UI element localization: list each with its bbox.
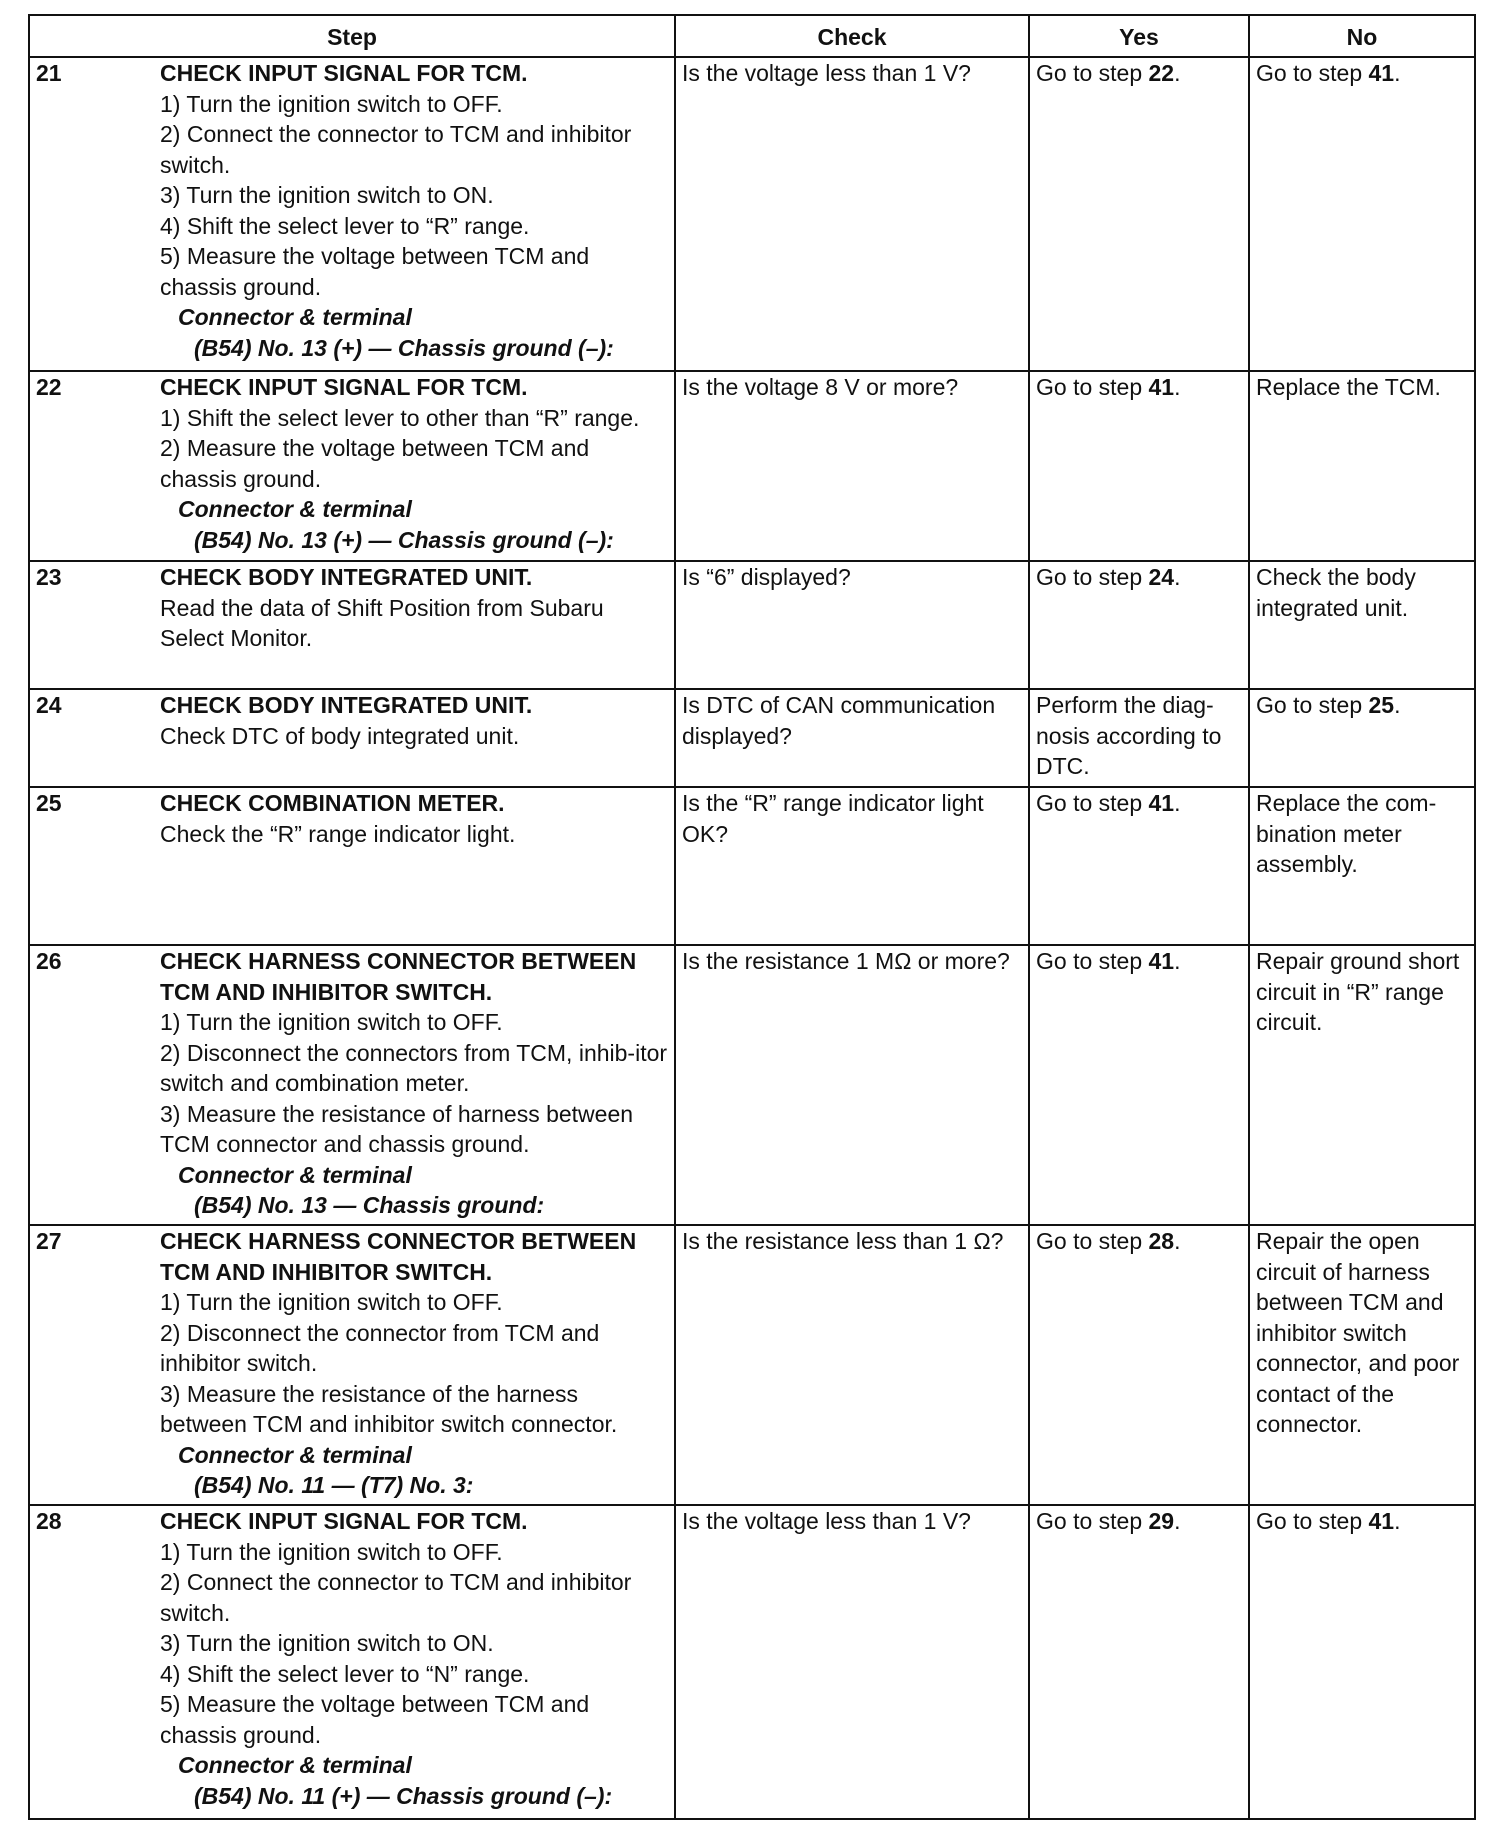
yes-text: Go to step [1036,374,1149,400]
step-cell [29,371,675,561]
check-cell: Is DTC of CAN communication displayed? [675,689,1029,787]
yes-after: . [1174,564,1181,590]
yes-text: Go to step [1036,564,1149,590]
no-text: Replace the com-bination meter assembly. [1256,790,1437,877]
step-title: CHECK HARNESS CONNECTOR BETWEEN TCM AND INHIBITOR SWITCH. [160,1228,637,1285]
header-row [29,15,1475,57]
connector-label: Connector & terminal [178,1161,412,1188]
step-body [160,58,668,363]
step-instruction: 2) Connect the connector to TCM and inhibitor switch. [160,121,632,178]
step-body [160,690,668,751]
step-instruction: 5) Measure the voltage between TCM and chassis ground. [160,1691,590,1748]
no-text: Repair the open circuit of harness between TCM and inhibitor switch connector, and poor contact of the connector. [1256,1228,1460,1437]
step-title: CHECK INPUT SIGNAL FOR TCM. [160,1508,528,1534]
step-instruction: 3) Turn the ignition switch to ON. [160,1630,494,1656]
no-cell [1249,689,1475,787]
yes-after: . [1174,60,1181,86]
step-number: 21 [36,60,62,86]
yes-after: . [1174,374,1181,400]
no-cell [1249,1505,1475,1819]
table-row [29,57,1475,371]
step-cell [29,689,675,787]
step-cell [29,57,675,371]
step-title: CHECK HARNESS CONNECTOR BETWEEN TCM AND INHIBITOR SWITCH. [160,948,637,1005]
yes-cell [1029,561,1249,689]
no-cell [1249,371,1475,561]
step-instruction: 1) Turn the ignition switch to OFF. [160,90,503,117]
step-cell [29,561,675,689]
yes-after: . [1174,948,1181,974]
step-instruction: 1) Turn the ignition switch to OFF. [160,1289,503,1315]
yes-after: . [1174,1508,1181,1534]
check-cell: Is the voltage 8 V or more? [675,371,1029,561]
header-no: No [1249,15,1475,57]
no-text: Check the body integrated unit. [1256,564,1416,621]
step-number: 27 [36,1228,62,1254]
step-instruction: 5) Measure the voltage between TCM and chassis ground. [160,243,590,300]
yes-step-number: 28 [1148,1228,1175,1254]
connector-terminal-value: (B54) No. 13 — Chassis ground: [194,1192,545,1218]
no-cell [1249,1225,1475,1505]
yes-cell [1029,371,1249,561]
step-number: 24 [36,692,62,718]
step-instruction: 2) Disconnect the connector from TCM and inhibitor switch. [160,1319,600,1376]
yes-text: Go to step [1036,1228,1149,1254]
step-instruction: 3) Measure the resistance of the harness between TCM and inhibitor switch connector. [160,1380,618,1437]
yes-after: . [1174,1228,1181,1254]
yes-text: Go to step [1036,790,1149,816]
no-step-number: 25 [1368,692,1395,718]
yes-step-number: 41 [1148,374,1175,400]
no-cell [1249,561,1475,689]
step-title: CHECK INPUT SIGNAL FOR TCM. [160,374,528,400]
step-instruction: 2) Measure the voltage between TCM and chassis ground. [160,435,590,492]
no-after: . [1394,60,1401,86]
check-cell: Is “6” displayed? [675,561,1029,689]
no-text: Replace the TCM. [1256,374,1441,400]
yes-cell [1029,1225,1249,1505]
no-cell [1249,57,1475,371]
no-text: Go to step [1256,60,1369,86]
table-row [29,945,1475,1225]
step-instruction: 4) Shift the select lever to “R” range. [160,212,530,239]
step-cell [29,1505,675,1819]
diagnostic-table [28,14,1476,1820]
no-step-number: 41 [1368,1508,1395,1534]
step-instruction: 1) Turn the ignition switch to OFF. [160,1538,503,1565]
table-row [29,689,1475,787]
yes-cell [1029,1505,1249,1819]
check-cell: Is the resistance 1 MΩ or more? [675,945,1029,1225]
table-row [29,1505,1475,1819]
step-instruction: 2) Disconnect the connectors from TCM, inhib-itor switch and combination meter. [160,1039,668,1096]
check-cell: Is the “R” range indicator light OK? [675,787,1029,945]
step-title: CHECK BODY INTEGRATED UNIT. [160,564,533,590]
yes-cell [1029,57,1249,371]
step-title: CHECK INPUT SIGNAL FOR TCM. [160,60,528,86]
step-instruction: 2) Connect the connector to TCM and inhibitor switch. [160,1569,632,1626]
table-row [29,787,1475,945]
yes-cell [1029,787,1249,945]
connector-terminal-value: (B54) No. 13 (+) — Chassis ground (–): [194,334,614,361]
connector-terminal-value: (B54) No. 11 (+) — Chassis ground (–): [194,1782,613,1809]
no-text: Repair ground short circuit in “R” range circuit. [1256,948,1460,1035]
step-title: CHECK COMBINATION METER. [160,790,505,816]
yes-step-number: 24 [1148,564,1175,590]
table-row [29,1225,1475,1505]
no-after: . [1394,692,1401,718]
step-instruction: 1) Turn the ignition switch to OFF. [160,1009,503,1035]
check-cell: Is the voltage less than 1 V? [675,1505,1029,1819]
step-number: 26 [36,948,62,974]
no-step-number: 41 [1368,60,1395,86]
yes-text: Go to step [1036,948,1149,974]
step-number: 28 [36,1508,62,1534]
step-title: CHECK BODY INTEGRATED UNIT. [160,692,533,718]
step-number: 22 [36,374,62,400]
step-instruction: 4) Shift the select lever to “N” range. [160,1660,530,1687]
yes-text: Go to step [1036,60,1149,86]
no-cell [1249,945,1475,1225]
no-text: Go to step [1256,1508,1369,1534]
connector-terminal-value: (B54) No. 11 — (T7) No. 3: [194,1472,474,1498]
step-instruction: 3) Turn the ignition switch to ON. [160,182,494,208]
yes-step-number: 22 [1148,60,1175,86]
yes-step-number: 41 [1148,790,1175,816]
step-number: 23 [36,564,62,590]
table-row [29,561,1475,689]
connector-label: Connector & terminal [178,1441,412,1468]
header-step: Step [29,15,675,57]
step-instruction: Read the data of Shift Position from Subaru Select Monitor. [160,594,604,651]
table-row [29,371,1475,561]
step-instruction: Check DTC of body integrated unit. [160,722,520,749]
step-body [160,1226,668,1501]
connector-label: Connector & terminal [178,304,412,330]
connector-label: Connector & terminal [178,496,412,522]
no-text: Go to step [1256,692,1369,718]
step-body [160,946,668,1221]
step-body [160,1506,668,1811]
yes-text: Go to step [1036,1508,1149,1534]
step-instruction: Check the “R” range indicator light. [160,820,516,847]
step-instruction: 1) Shift the select lever to other than “R” range. [160,404,640,431]
yes-cell [1029,689,1249,787]
step-number: 25 [36,790,62,816]
yes-after: . [1174,790,1181,816]
connector-terminal-value: (B54) No. 13 (+) — Chassis ground (–): [194,526,614,553]
step-cell [29,787,675,945]
step-body [160,562,668,654]
header-check: Check [675,15,1029,57]
yes-step-number: 29 [1148,1508,1175,1534]
no-cell [1249,787,1475,945]
yes-cell [1029,945,1249,1225]
yes-step-number: 41 [1148,948,1175,974]
step-body [160,788,668,849]
check-cell: Is the resistance less than 1 Ω? [675,1225,1029,1505]
step-instruction: 3) Measure the resistance of harness between TCM connector and chassis ground. [160,1100,634,1157]
connector-label: Connector & terminal [178,1752,412,1778]
step-cell [29,945,675,1225]
step-body [160,372,668,555]
no-after: . [1394,1508,1401,1534]
check-cell: Is the voltage less than 1 V? [675,57,1029,371]
header-yes: Yes [1029,15,1249,57]
step-cell [29,1225,675,1505]
yes-text: Perform the diag-nosis according to DTC. [1036,692,1222,779]
